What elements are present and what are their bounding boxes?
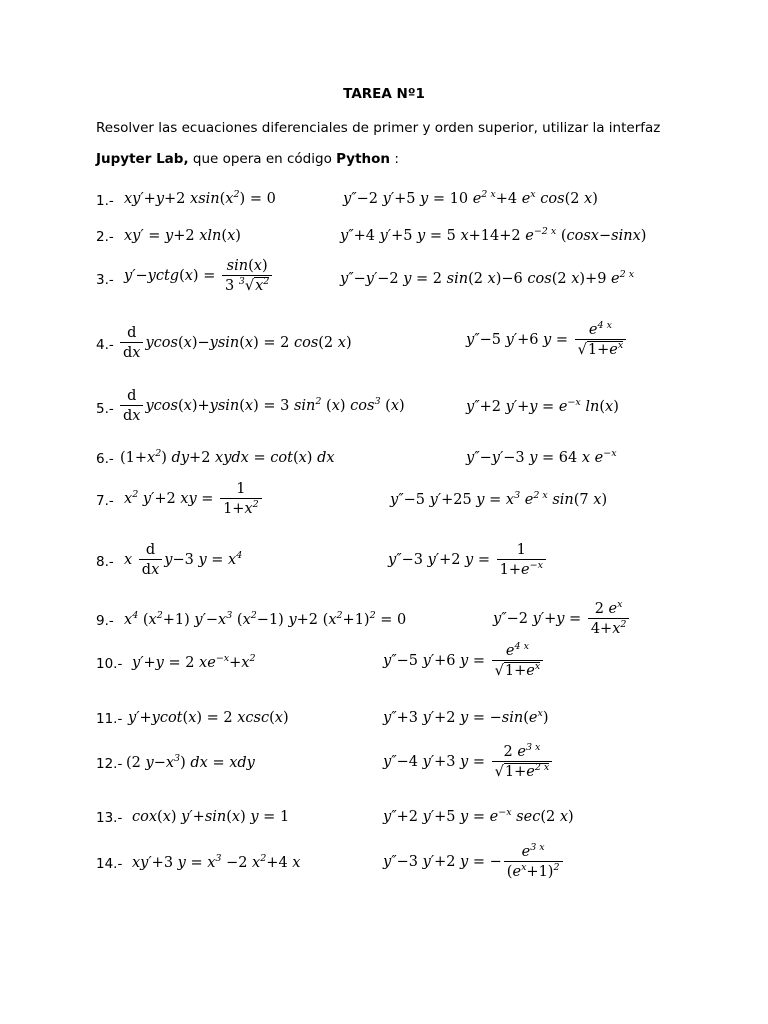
exercise-number: 3.- <box>96 272 114 288</box>
higher-order-equation: y″−4 y′+3 y = $\frac{2 e^{3 x}}{√1+e^{2 x}}$ <box>383 744 554 780</box>
exercise-number: 11.- <box>96 711 123 727</box>
instructions-mid-text: que opera en código <box>188 151 337 167</box>
exercise-number: 5.- <box>96 401 114 417</box>
higher-order-equation: y″−3 y′+2 y = − $\frac{e^{3 x}}{(e^x+1)^2}$ <box>383 844 565 880</box>
exercise-number: 8.- <box>96 554 114 570</box>
first-order-equation: $x^2$ y′+2 xy = $\frac{1}{1+x^2}$ <box>124 481 264 517</box>
first-order-equation: xy′+3 $y = x^3 -2$ $x^2+4$ x <box>132 853 301 871</box>
first-order-equation: $\frac{d}{dx}$ ycos(x)+ysin(x) = 3 $\sin^2 (x)$ $\cos^3 (x)$ <box>118 388 405 424</box>
python-text: Python <box>336 151 391 167</box>
higher-order-equation: y″+4 y′+5 y = 5 x+14+2 $e^{-2 x}$ (cosx−sinx) <box>340 226 647 244</box>
exercise-number: 4.- <box>96 337 114 353</box>
exercise-number: 9.- <box>96 613 114 629</box>
first-order-equation: y′−yctg(x) = $\frac{\sin(x)}{3 ^3√x^2}$ <box>124 258 274 294</box>
higher-order-equation: y″−2 y′+y = $\frac{2 e^x}{4+x^2}$ <box>493 601 631 637</box>
first-order-equation: y′+y = 2 $xe^{-x}+x^2$ <box>132 653 256 671</box>
exercise-number: 6.- <box>96 451 114 467</box>
exercise-number: 7.- <box>96 493 114 509</box>
exercise-number: 12.- <box>96 756 123 772</box>
exercise-number: 2.- <box>96 229 114 245</box>
jupyter-lab-text: Jupyter Lab, <box>96 151 189 167</box>
exercise-number: 13.- <box>96 810 123 826</box>
instructions-line-2 <box>96 151 399 167</box>
exercise-number: 14.- <box>96 856 123 872</box>
higher-order-equation: y″−2 y′+5 y = 10 $e^{2 x}+4$ $e^x$ cos(2 x) <box>343 189 598 207</box>
higher-order-equation: y″−5 y′+6 y = $\frac{e^{4 x}}{√1+e^x}$ <box>383 643 545 679</box>
higher-order-equation: y″−5 y′+25 $y = x^3$ $e^{2 x}$ sin(7 x) <box>390 490 608 508</box>
first-order-equation: y′+ycot(x) = 2 xcsc(x) <box>128 710 289 726</box>
higher-order-equation: y″−3 y′+2 y = $\frac{1}{1+e^{-x}}$ <box>388 542 548 578</box>
higher-order-equation: y″−y′−2 y = 2 sin(2 x)−6 cos(2 x)+9 $e^{2 x}$ <box>340 269 635 287</box>
exercise-number: 10.- <box>96 656 123 672</box>
first-order-equation: (2 $y-x^3$) dx = xdy <box>126 753 255 771</box>
first-order-equation: cox(x) y′+sin(x) y = 1 <box>132 809 290 825</box>
higher-order-equation: y″+2 y′+5 $y = e^{-x}$ sec(2 x) <box>383 807 574 825</box>
exercise-number: 1.- <box>96 193 114 209</box>
instructions-end-text: : <box>390 151 399 167</box>
instructions-line-1: Resolver las ecuaciones diferenciales de primer y orden superior, utilizar la interfaz <box>96 120 661 136</box>
higher-order-equation: y″+3 y′+2 $y = -\sin(e^x)$ <box>383 708 549 726</box>
higher-order-equation: y″−y′−3 y = 64 x $e^{-x}$ <box>466 448 617 466</box>
higher-order-equation: y″+2 $y'+y = e^{-x}$ ln(x) <box>466 397 619 415</box>
document-title: TAREA Nº1 <box>343 86 425 102</box>
first-order-equation: xy′ = y+2 xln(x) <box>124 228 241 244</box>
first-order-equation: $\frac{d}{dx}$ ycos(x)−ysin(x) = 2 cos(2 x) <box>118 325 352 361</box>
first-order-equation: xy′+y+2 $xsin(x^2) = 0$ <box>124 189 276 207</box>
first-order-equation: $x^4$ $(x^2+1)$ $y'-x^3$ $(x^2-1)$ y+2 $(x^2+1)^2 = 0$ <box>124 610 407 628</box>
first-order-equation: $(1+x^2)$ dy+2 xydx = cot(x) dx <box>120 448 335 466</box>
first-order-equation: x $\frac{d}{dx}$ y−3 $y = x^4$ <box>124 542 243 578</box>
higher-order-equation: y″−5 y′+6 y = $\frac{e^{4 x}}{√1+e^x}$ <box>466 322 628 358</box>
